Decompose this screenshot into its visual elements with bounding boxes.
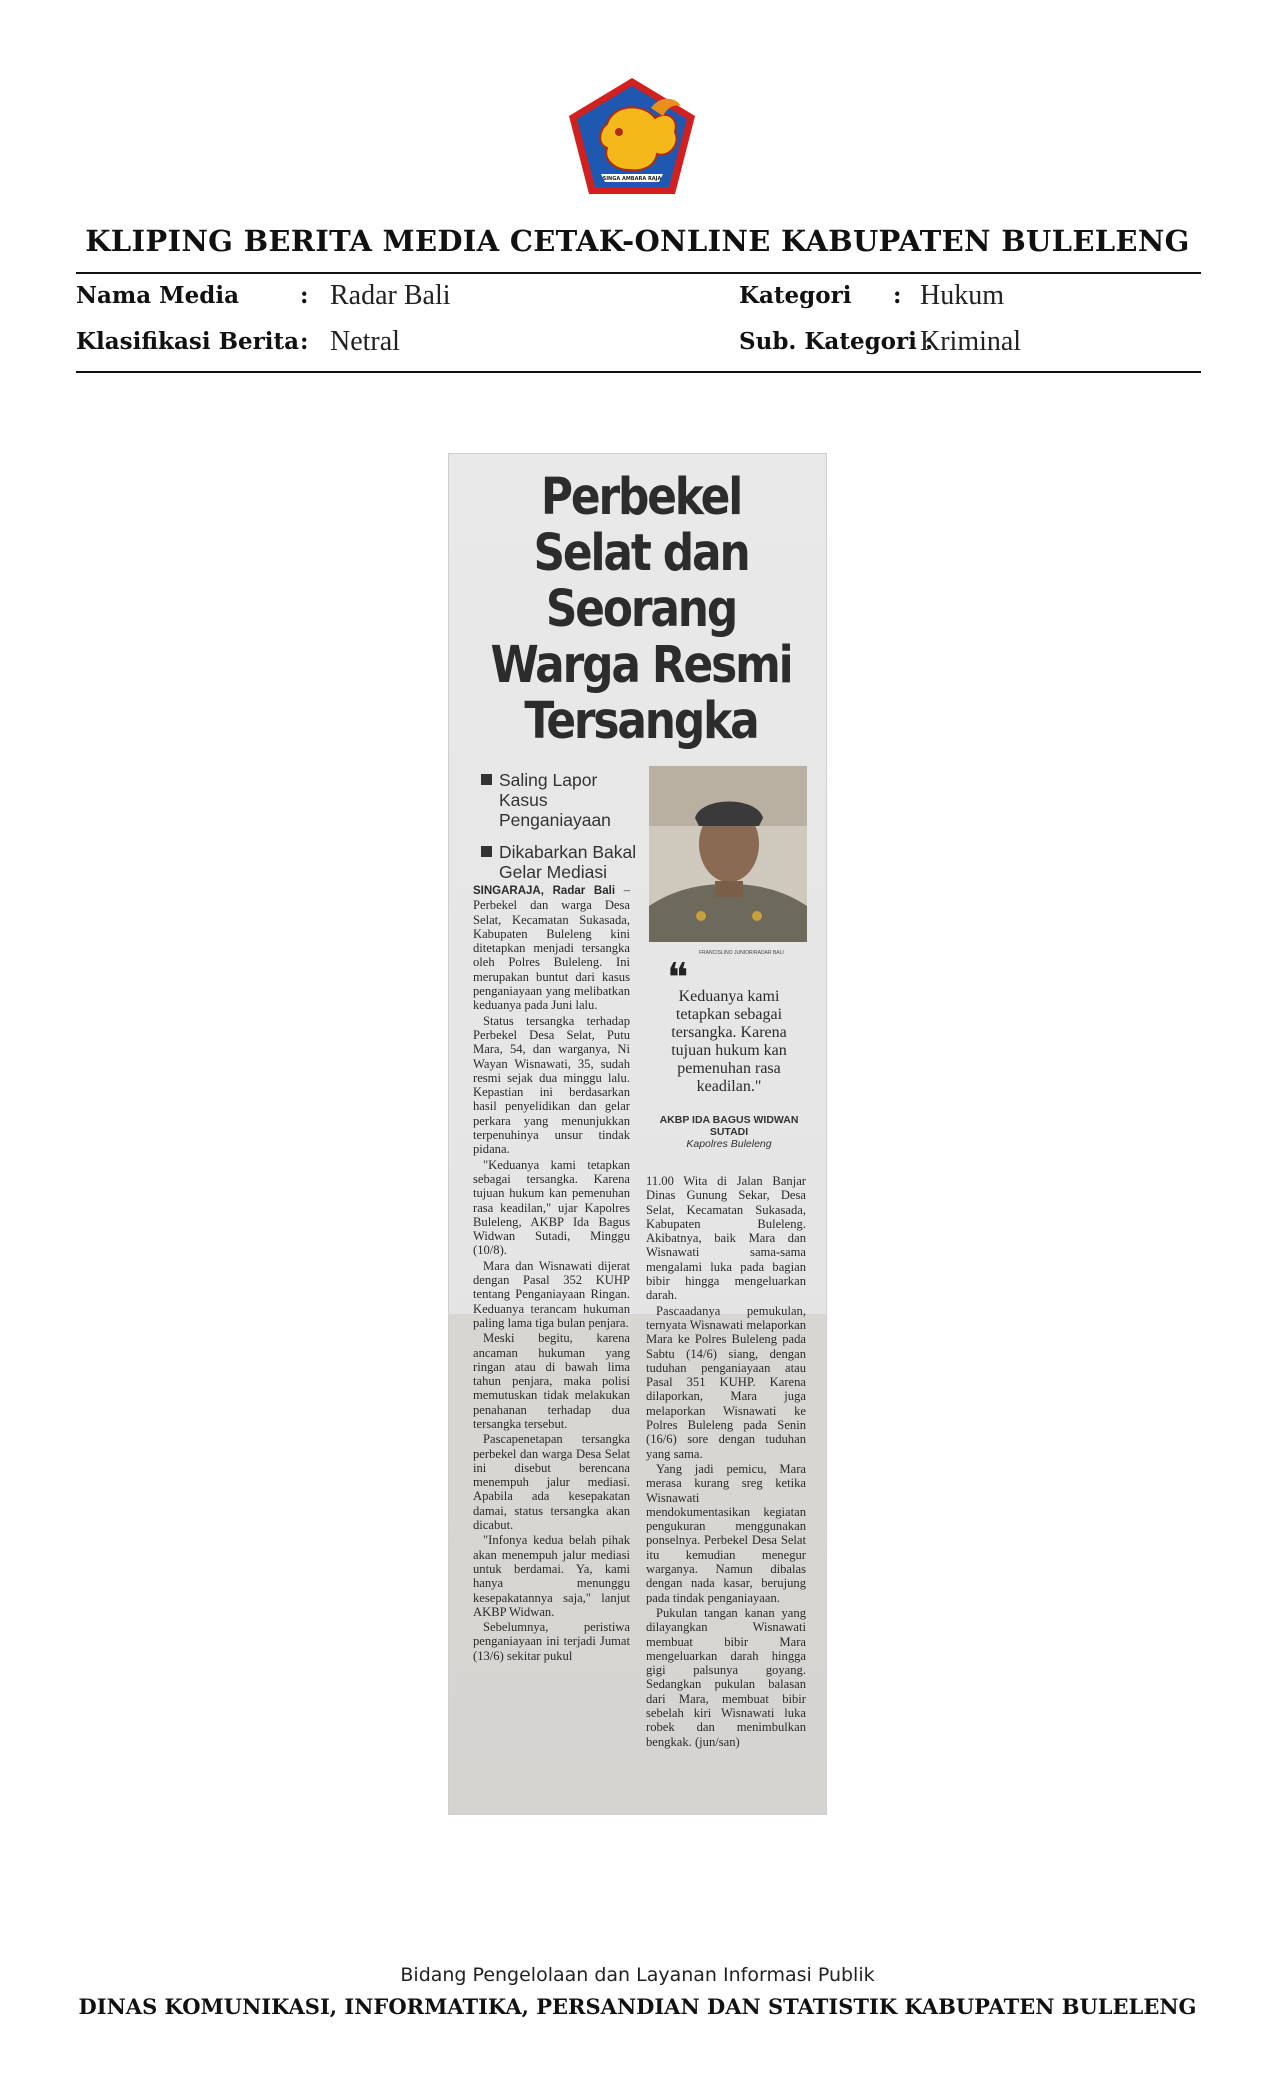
kapolres-photo	[649, 766, 807, 942]
logo-motto: SINGA AMBARA RAJA	[602, 176, 662, 182]
sub-kategori-value: Kriminal	[920, 326, 1022, 357]
person-portrait-icon	[649, 766, 807, 942]
footer-agency: DINAS KOMUNIKASI, INFORMATIKA, PERSANDIAN DAN STATISTIK KABUPATEN BULELENG	[78, 1994, 1197, 2019]
paragraph: Status tersangka terhadap Perbekel Desa Selat, Putu Mara, 54, dan warganya, Ni Wayan Wisnawati, 35, sudah resmi sejak dua minggu lalu. Kepastian ini berdasarkan hasil penyelidikan dan gelar perkara yang menunjukkan terpenuhinya unsur tindak pidana.	[473, 1013, 630, 1157]
paragraph: Mara dan Wisnawati dijerat dengan Pasal 352 KUHP tentang Penganiayaan Ringan. Keduanya terancam hukuman paling lama tiga bulan penjara.	[473, 1258, 630, 1330]
paragraph: Sebelumnya, peristiwa penganiayaan ini terjadi Jumat (13/6) sekitar pukul	[473, 1620, 630, 1663]
klasifikasi-value: Netral	[330, 326, 400, 357]
article-column-left	[473, 883, 630, 1664]
nama-media-label: Nama Media	[76, 282, 239, 309]
page-title: KLIPING BERITA MEDIA CETAK-ONLINE KABUPATEN BULELENG	[85, 224, 1190, 258]
paragraph: "Infonya kedua belah pihak akan menempuh jalur mediasi untuk berdamai. Ya, kami hanya menunggu kesepakatannya saja," lanjut AKBP Widwan.	[473, 1533, 630, 1619]
paragraph: "Keduanya kami tetapkan sebagai tersangka. Karena tujuan hukum kan pemenuhan rasa keadilan," ujar Kapolres Buleleng, AKBP Ida Bagus Widwan Sutadi, Minggu (10/8).	[473, 1157, 630, 1258]
colon: :	[893, 282, 902, 309]
paragraph: Pascapenetapan tersangka perbekel dan warga Desa Selat ini disebut berencana menempuh jalur mediasi. Apabila ada kesepakatan damai, status tersangka akan dicabut.	[473, 1432, 630, 1533]
quote-mark-icon: ❝	[667, 955, 689, 1001]
paragraph: Pascaadanya pemukulan, ternyata Wisnawati melaporkan Mara ke Polres Buleleng pada Sabtu (14/6) siang, dengan tuduhan penganiayaan atau Pasal 351 KUHP. Karena dilaporkan, Mara juga melaporkan Wisnawati ke Polres Buleleng pada Senin (16/6) sore dengan tuduhan yang sama.	[646, 1303, 806, 1461]
crest-icon	[563, 74, 701, 200]
kategori-label: Kategori	[739, 282, 852, 309]
paragraph: Pukulan tangan kanan yang dilayangkan Wisnawati membuat bibir Mara mengeluarkan darah hingga gigi palsunya goyang. Sedangkan pukulan balasan dari Mara, membuat bibir sebelah kiri Wisnawati luka robek dan menimbulkan bengkak. (jun/san)	[646, 1605, 806, 1749]
sub-kategori-label: Sub. Kategori :	[739, 328, 934, 355]
buleleng-crest-logo	[563, 74, 701, 200]
colon: :	[300, 328, 309, 355]
article-headline: Perbekel Selat dan Seorang Warga Resmi Tersangka	[490, 468, 792, 751]
paragraph: Meski begitu, karena ancaman hukuman yang ringan atau di bawah lima tahun penjara, maka polisi memutuskan tidak melakukan penahanan terhadap dua tersangka tersebut.	[473, 1331, 630, 1431]
quote-author: AKBP IDA BAGUS WIDWAN SUTADI	[659, 1114, 799, 1138]
colon: :	[300, 282, 309, 309]
divider	[76, 371, 1201, 373]
kategori-value: Hukum	[920, 280, 1004, 311]
paragraph: – Perbekel dan warga Desa Selat, Kecamatan Sukasada, Kabupaten Buleleng kini ditetapkan menjadi tersangka oleh Polres Buleleng. Ini merupakan buntut dari kasus penganiayaan yang melibatkan keduanya pada Juni lalu.	[473, 883, 630, 1013]
article-column-right	[646, 1174, 806, 1750]
subheads	[481, 770, 641, 894]
photo-credit: FRANCISLINO JUNIOR/RADAR BALI	[699, 950, 784, 956]
nama-media-value: Radar Bali	[330, 280, 451, 311]
dateline: SINGARAJA, Radar Bali	[473, 885, 616, 897]
paragraph: 11.00 Wita di Jalan Banjar Dinas Gunung Sekar, Desa Selat, Kecamatan Sukasada, Kabupaten Buleleng. Akibatnya, baik Mara dan Wisnawati sama-sama mengalami luka pada bagian bibir hingga mengeluarkan darah.	[646, 1174, 806, 1303]
footer-department: Bidang Pengelolaan dan Layanan Informasi Publik	[400, 1964, 875, 1986]
klasifikasi-label: Klasifikasi Berita	[76, 328, 300, 355]
news-clipping	[449, 454, 826, 1814]
paragraph: Yang jadi pemicu, Mara merasa kurang sreg ketika Wisnawati mendokumentasikan kegiatan pengukuran menggunakan ponselnya. Perbekel Desa Selat itu kemudian menegur warganya. Namun dibalas dengan nada kasar, berujung pada tindak penganiayaan.	[646, 1461, 806, 1605]
subhead-item: Saling Lapor Kasus Penganiayaan	[481, 770, 641, 830]
subhead-item: Dikabarkan Bakal Gelar Mediasi	[481, 842, 641, 882]
divider	[76, 272, 1201, 274]
pull-quote: Keduanya kami tetapkan sebagai tersangka. Karena tujuan hukum kan pemenuhan rasa keadilan."	[671, 988, 787, 1095]
quote-role: Kapolres Buleleng	[686, 1138, 772, 1150]
